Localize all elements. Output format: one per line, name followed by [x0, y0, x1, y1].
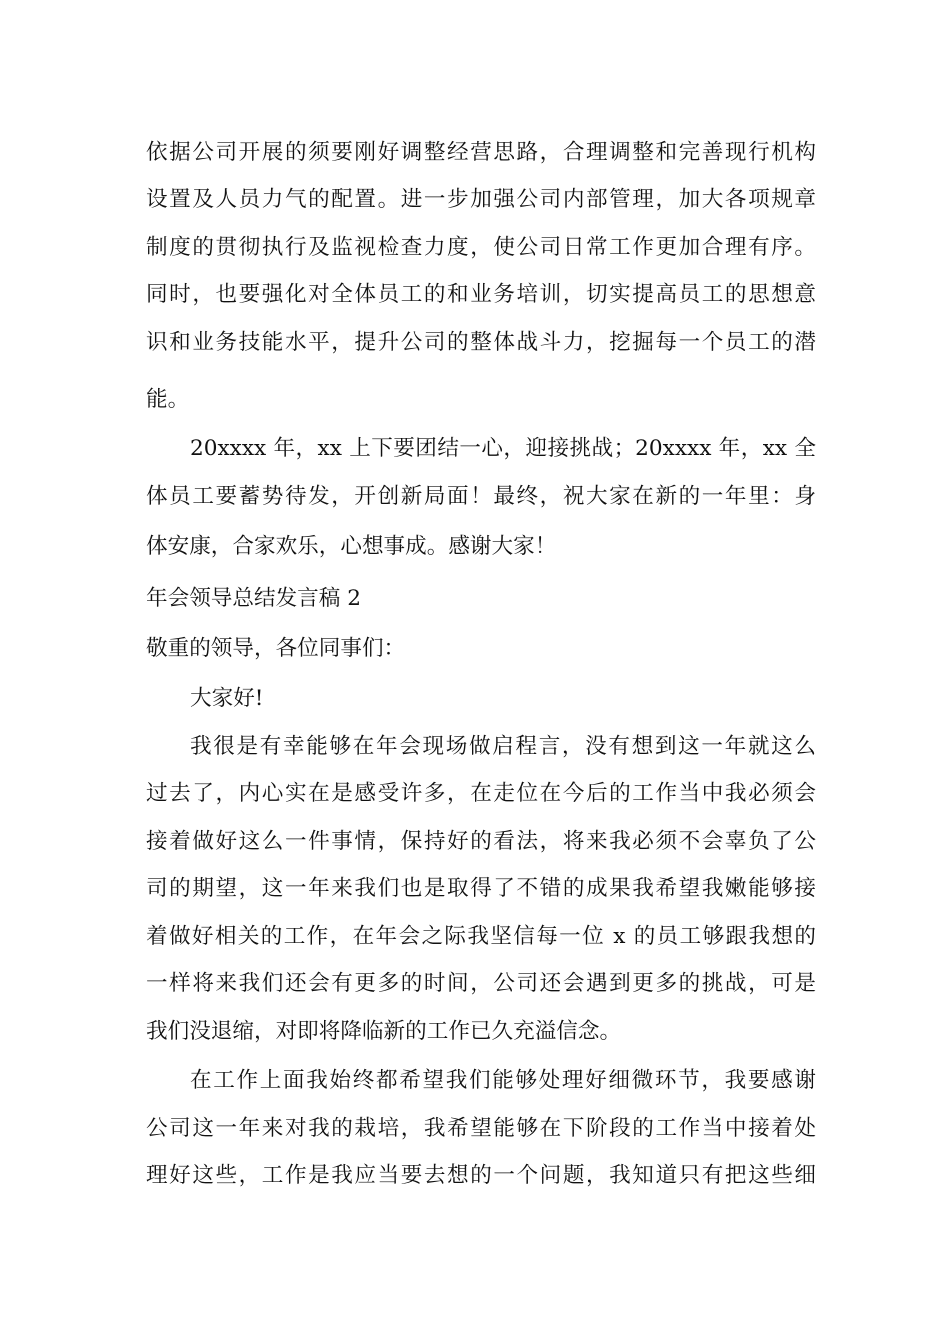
salutation: 敬重的领导，各位同事们： [146, 636, 406, 661]
text-line-14: 过去了，内心实在是感受许多，在走位在今后的工作当中我必须会 [146, 781, 816, 806]
greeting: 大家好! [190, 686, 264, 711]
text-line-21: 公司这一年来对我的栽培，我希望能够在下阶段的工作当中接着处 [146, 1116, 816, 1141]
text-line-8: 体员工要蓄势待发，开创新局面！最终，祝大家在新的一年里：身 [146, 484, 816, 509]
text-line-9: 体安康，合家欢乐，心想事成。感谢大家！ [146, 534, 557, 559]
section-heading: 年会领导总结发言稿 2 [146, 586, 361, 611]
text-line-17: 着做好相关的工作，在年会之际我坚信每一位 x 的员工够跟我想的 [146, 924, 816, 949]
text-line-4: 同时，也要强化对全体员工的和业务培训，切实提高员工的思想意 [146, 282, 816, 307]
text-line-13: 我很是有幸能够在年会现场做启程言，没有想到这一年就这么 [190, 734, 816, 759]
text-line-22: 理好这些，工作是我应当要去想的一个问题，我知道只有把这些细 [146, 1163, 816, 1188]
text-line-19: 我们没退缩，对即将降临新的工作已久充溢信念。 [146, 1019, 622, 1044]
text-line-15: 接着做好这么一件事情，保持好的看法，将来我必须不会辜负了公 [146, 829, 816, 854]
text-line-20: 在工作上面我始终都希望我们能够处理好细微环节，我要感谢 [190, 1068, 816, 1093]
text-line-2: 设置及人员力气的配置。进一步加强公司内部管理，加大各项规章 [146, 187, 816, 212]
text-line-18: 一样将来我们还会有更多的时间，公司还会遇到更多的挑战，可是 [146, 971, 816, 996]
text-line-6: 能。 [146, 387, 190, 412]
text-line-5: 识和业务技能水平，提升公司的整体战斗力，挖掘每一个员工的潜 [146, 330, 816, 355]
text-line-1: 依据公司开展的须要刚好调整经营思路，合理调整和完善现行机构 [146, 140, 816, 165]
text-line-7: 20xxxx 年，xx 上下要团结一心，迎接挑战；20xxxx 年，xx 全 [190, 436, 816, 461]
text-line-16: 司的期望，这一年来我们也是取得了不错的成果我希望我嫩能够接 [146, 876, 816, 901]
text-line-3: 制度的贯彻执行及监视检查力度，使公司日常工作更加合理有序。 [146, 235, 816, 260]
